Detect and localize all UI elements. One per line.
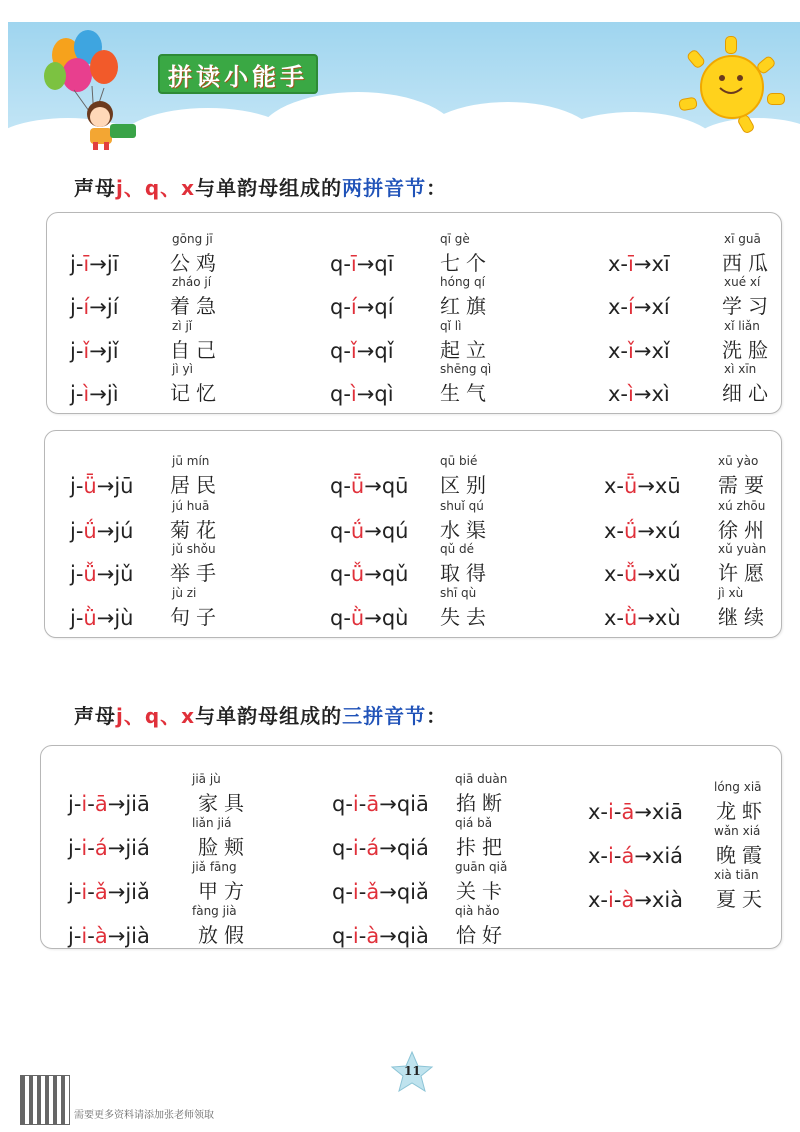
section-title-highlight: 两拼音节 [342, 176, 427, 200]
word-hanzi: 着急 [170, 294, 222, 318]
formula-result: →qiā [379, 792, 429, 816]
page-title: 拼读小能手 [168, 62, 308, 91]
section-title-initials: j、q、x [116, 176, 196, 200]
formula-result: →qì [356, 382, 394, 406]
word-hanzi: 龙虾 [716, 799, 768, 823]
formula-vowel: à [621, 888, 635, 912]
word-hanzi: 举手 [170, 561, 222, 585]
spelling-formula [608, 252, 670, 276]
formula-result: →qǐ [356, 339, 394, 363]
formula-result: →jú [96, 519, 134, 543]
word-pinyin: xǔ yuàn [718, 542, 767, 556]
formula-vowel: à [94, 924, 108, 948]
formula-vowel: ì [628, 382, 634, 406]
word-hanzi: 取得 [440, 561, 492, 585]
formula-initial: x- [608, 295, 629, 319]
formula-initial: j- [70, 339, 84, 363]
formula-initial: q- [332, 792, 353, 816]
section-title-suffix: ： [426, 704, 448, 728]
word-pinyin: jiǎ fāng [192, 860, 237, 874]
syllable-item [0, 454, 800, 500]
formula-initial: j- [68, 836, 82, 860]
formula-initial: q- [330, 382, 351, 406]
word-pinyin: qià hǎo [455, 904, 500, 918]
word-pinyin: xú zhōu [718, 499, 766, 513]
formula-vowel: á [94, 836, 108, 860]
formula-result: →jiǎ [107, 880, 150, 904]
formula-result: →xiá [634, 844, 684, 868]
word-pinyin: xī guā [724, 232, 761, 246]
formula-dash: - [613, 888, 622, 912]
spelling-formula [608, 382, 670, 406]
word-pinyin: zì jǐ [172, 319, 193, 333]
word-hanzi: 夏天 [716, 887, 768, 911]
formula-result: →jì [89, 382, 119, 406]
formula-initial: q- [330, 339, 351, 363]
word-pinyin: jù zi [172, 586, 197, 600]
word-pinyin: gōng jī [172, 232, 213, 246]
word-hanzi: 许愿 [718, 561, 770, 585]
formula-vowel: í [350, 295, 357, 319]
formula-result: →qī [356, 252, 394, 276]
formula-medial: i [352, 792, 359, 816]
syllable-item [0, 542, 800, 588]
syllable-item [0, 586, 800, 632]
formula-initial: q- [330, 562, 351, 586]
formula-dash: - [358, 924, 367, 948]
spelling-formula [588, 800, 683, 824]
formula-vowel: ì [350, 382, 357, 406]
formula-initial: j- [68, 792, 82, 816]
syllable-item [0, 499, 800, 545]
word-hanzi: 洗脸 [722, 338, 774, 362]
word-hanzi: 恰好 [456, 923, 508, 947]
word-pinyin: zháo jí [172, 275, 212, 289]
formula-initial: q- [330, 295, 351, 319]
syllable-item [0, 904, 800, 950]
formula-vowel: ǜ [350, 606, 365, 630]
formula-dash: - [87, 924, 95, 948]
formula-initial: x- [588, 888, 609, 912]
formula-vowel: ā [94, 792, 108, 816]
word-hanzi: 居民 [170, 473, 222, 497]
formula-initial: q- [330, 474, 351, 498]
formula-result: →xǔ [637, 562, 681, 586]
formula-initial: x- [604, 519, 625, 543]
spelling-formula [604, 519, 681, 543]
spelling-formula [588, 888, 683, 912]
formula-initial: x- [604, 606, 625, 630]
formula-result: →xiā [634, 800, 684, 824]
formula-vowel: í [628, 295, 634, 319]
formula-result: →jià [107, 924, 150, 948]
formula-initial: j- [70, 606, 84, 630]
word-pinyin: shuǐ qú [440, 499, 484, 513]
word-pinyin: lóng xiā [714, 780, 762, 794]
syllable-item [0, 319, 800, 365]
word-hanzi: 徐州 [718, 518, 770, 542]
word-pinyin: jiā jù [192, 772, 221, 786]
formula-result: →qǔ [364, 562, 409, 586]
word-pinyin: xì xīn [724, 362, 757, 376]
syllable-item [0, 868, 800, 914]
formula-initial: j- [70, 474, 84, 498]
formula-dash: - [358, 880, 367, 904]
formula-result: →xī [633, 252, 670, 276]
section-title-suffix: ： [426, 176, 448, 200]
formula-initial: x- [588, 844, 609, 868]
formula-initial: q- [330, 519, 351, 543]
word-hanzi: 放假 [198, 923, 250, 947]
formula-initial: q- [332, 924, 353, 948]
word-hanzi: 记忆 [170, 381, 222, 405]
formula-medial: i [352, 924, 359, 948]
formula-initial: j- [70, 295, 84, 319]
syllable-item [0, 232, 800, 278]
formula-result: →qù [364, 606, 409, 630]
formula-vowel: ā [621, 800, 635, 824]
word-hanzi: 脸颊 [198, 835, 250, 859]
word-pinyin: shī qù [440, 586, 477, 600]
word-hanzi: 失去 [440, 605, 492, 629]
word-pinyin: shēng qì [440, 362, 492, 376]
word-pinyin: jì yì [172, 362, 193, 376]
formula-dash: - [87, 880, 95, 904]
formula-initial: q- [332, 880, 353, 904]
section-title-prefix: 声母 [74, 704, 116, 728]
formula-medial: i [81, 880, 88, 904]
formula-result: →jū [96, 474, 134, 498]
page-number-star [390, 1050, 434, 1094]
formula-vowel: ǘ [350, 519, 365, 543]
page-number: 11 [404, 1064, 421, 1078]
formula-result: →xí [633, 295, 670, 319]
formula-initial: j- [70, 562, 84, 586]
formula-vowel: ǐ [628, 339, 634, 363]
formula-initial: x- [608, 339, 629, 363]
word-hanzi: 拤把 [456, 835, 508, 859]
word-pinyin: xǐ liǎn [724, 319, 760, 333]
section-title-highlight: 三拼音节 [342, 704, 427, 728]
word-pinyin: qiá bǎ [455, 816, 493, 830]
formula-result: →xià [634, 888, 684, 912]
formula-initial: x- [604, 562, 625, 586]
formula-vowel: ǚ [350, 562, 365, 586]
formula-result: →jǐ [89, 339, 119, 363]
formula-medial: i [81, 792, 88, 816]
word-hanzi: 菊花 [170, 518, 222, 542]
word-hanzi: 起立 [440, 338, 492, 362]
formula-result: →qū [364, 474, 409, 498]
formula-vowel: í [83, 295, 90, 319]
formula-result: →qú [364, 519, 409, 543]
formula-vowel: ī [628, 252, 634, 276]
word-hanzi: 继续 [718, 605, 770, 629]
formula-result: →qiá [379, 836, 429, 860]
formula-vowel: ǖ [624, 474, 638, 498]
formula-vowel: ī [350, 252, 357, 276]
word-hanzi: 晚霞 [716, 843, 768, 867]
word-pinyin: qī gè [440, 232, 470, 246]
formula-dash: - [87, 792, 95, 816]
word-hanzi: 甲方 [198, 879, 250, 903]
formula-initial: x- [588, 800, 609, 824]
word-pinyin: xià tiān [714, 868, 759, 882]
spelling-formula [588, 844, 683, 868]
formula-vowel: á [621, 844, 635, 868]
spelling-formula [604, 606, 681, 630]
formula-vowel: ǚ [624, 562, 638, 586]
formula-dash: - [87, 836, 95, 860]
word-pinyin: qū bié [440, 454, 478, 468]
section-title-initials: j、q、x [116, 704, 196, 728]
formula-medial: i [81, 924, 88, 948]
formula-result: →jī [89, 252, 119, 276]
word-hanzi: 生气 [440, 381, 492, 405]
girl-icon [60, 80, 150, 155]
section-title-prefix: 声母 [74, 176, 116, 200]
syllable-item [0, 275, 800, 321]
formula-initial: q- [330, 606, 351, 630]
footer-note: 需要更多资料请添加张老师领取 [74, 1110, 214, 1121]
word-pinyin: jú huā [172, 499, 210, 513]
formula-vowel: ì [83, 382, 90, 406]
formula-vowel: ā [366, 792, 380, 816]
syllable-item [0, 362, 800, 408]
spelling-formula [332, 924, 429, 948]
word-pinyin: jì xù [718, 586, 744, 600]
formula-result: →qí [356, 295, 394, 319]
formula-vowel: ǎ [94, 880, 108, 904]
formula-dash: - [613, 800, 622, 824]
formula-result: →xì [633, 382, 670, 406]
word-pinyin: qǐ lì [440, 319, 462, 333]
formula-initial: q- [330, 252, 351, 276]
formula-vowel: ǎ [366, 880, 380, 904]
formula-initial: j- [70, 252, 84, 276]
formula-vowel: à [366, 924, 380, 948]
word-pinyin: xū yào [718, 454, 759, 468]
formula-dash: - [358, 792, 367, 816]
formula-result: →qiǎ [379, 880, 429, 904]
word-hanzi: 公鸡 [170, 251, 222, 275]
word-pinyin: liǎn jiá [192, 816, 232, 830]
formula-dash: - [613, 844, 622, 868]
formula-result: →jǔ [96, 562, 134, 586]
formula-vowel: ǖ [83, 474, 97, 498]
formula-result: →jiá [107, 836, 150, 860]
formula-result: →jiā [107, 792, 150, 816]
balloon-icon [90, 50, 118, 84]
word-pinyin: xué xí [724, 275, 761, 289]
word-hanzi: 掐断 [456, 791, 508, 815]
formula-vowel: á [366, 836, 380, 860]
formula-medial: i [352, 880, 359, 904]
word-hanzi: 红旗 [440, 294, 492, 318]
formula-vowel: ǘ [624, 519, 638, 543]
formula-vowel: ǐ [83, 339, 90, 363]
formula-medial: i [81, 836, 88, 860]
formula-initial: x- [604, 474, 625, 498]
formula-vowel: ǘ [83, 519, 97, 543]
spelling-formula [604, 474, 681, 498]
formula-initial: j- [68, 924, 82, 948]
word-hanzi: 需要 [718, 473, 770, 497]
word-pinyin: wǎn xiá [714, 824, 761, 838]
word-pinyin: qiā duàn [455, 772, 508, 786]
word-hanzi: 细心 [722, 381, 774, 405]
formula-vowel: ī [83, 252, 90, 276]
formula-vowel: ǜ [624, 606, 638, 630]
word-hanzi: 区别 [440, 473, 492, 497]
section-title-middle: 与单韵母组成的 [195, 176, 343, 200]
formula-result: →jù [96, 606, 134, 630]
spelling-formula [608, 295, 670, 319]
word-hanzi: 家具 [198, 791, 250, 815]
word-pinyin: fàng jià [192, 904, 237, 918]
formula-result: →xú [637, 519, 681, 543]
syllable-item [0, 824, 800, 870]
syllable-item [0, 780, 800, 826]
formula-initial: j- [70, 519, 84, 543]
formula-vowel: ǖ [350, 474, 365, 498]
word-pinyin: qǔ dé [440, 542, 475, 556]
formula-result: →jí [89, 295, 119, 319]
formula-vowel: ǚ [83, 562, 97, 586]
word-pinyin: guān qiǎ [455, 860, 508, 874]
formula-medial: i [608, 888, 614, 912]
qr-code [20, 1075, 70, 1125]
formula-medial: i [608, 844, 614, 868]
word-pinyin: jū mín [172, 454, 210, 468]
formula-result: →xǐ [633, 339, 670, 363]
formula-initial: q- [332, 836, 353, 860]
word-hanzi: 关卡 [456, 879, 508, 903]
section-title-middle: 与单韵母组成的 [195, 704, 343, 728]
spelling-formula [604, 562, 681, 586]
formula-initial: j- [70, 382, 84, 406]
formula-medial: i [352, 836, 359, 860]
word-pinyin: jǔ shǒu [172, 542, 216, 556]
section-title-three-spell [74, 700, 447, 729]
word-hanzi: 句子 [170, 605, 222, 629]
page-title-badge [158, 54, 318, 94]
spelling-formula [608, 339, 670, 363]
word-hanzi: 自己 [170, 338, 222, 362]
formula-initial: j- [68, 880, 82, 904]
formula-dash: - [358, 836, 367, 860]
word-pinyin: hóng qí [440, 275, 485, 289]
word-hanzi: 西瓜 [722, 251, 774, 275]
formula-result: →xū [637, 474, 681, 498]
formula-vowel: ǜ [83, 606, 97, 630]
word-hanzi: 水渠 [440, 518, 492, 542]
formula-result: →xù [637, 606, 681, 630]
section-title-two-spell [74, 172, 447, 201]
formula-result: →qià [379, 924, 429, 948]
formula-vowel: ǐ [350, 339, 357, 363]
formula-initial: x- [608, 382, 629, 406]
word-hanzi: 学习 [722, 294, 774, 318]
formula-medial: i [608, 800, 614, 824]
formula-initial: x- [608, 252, 629, 276]
word-hanzi: 七个 [440, 251, 492, 275]
